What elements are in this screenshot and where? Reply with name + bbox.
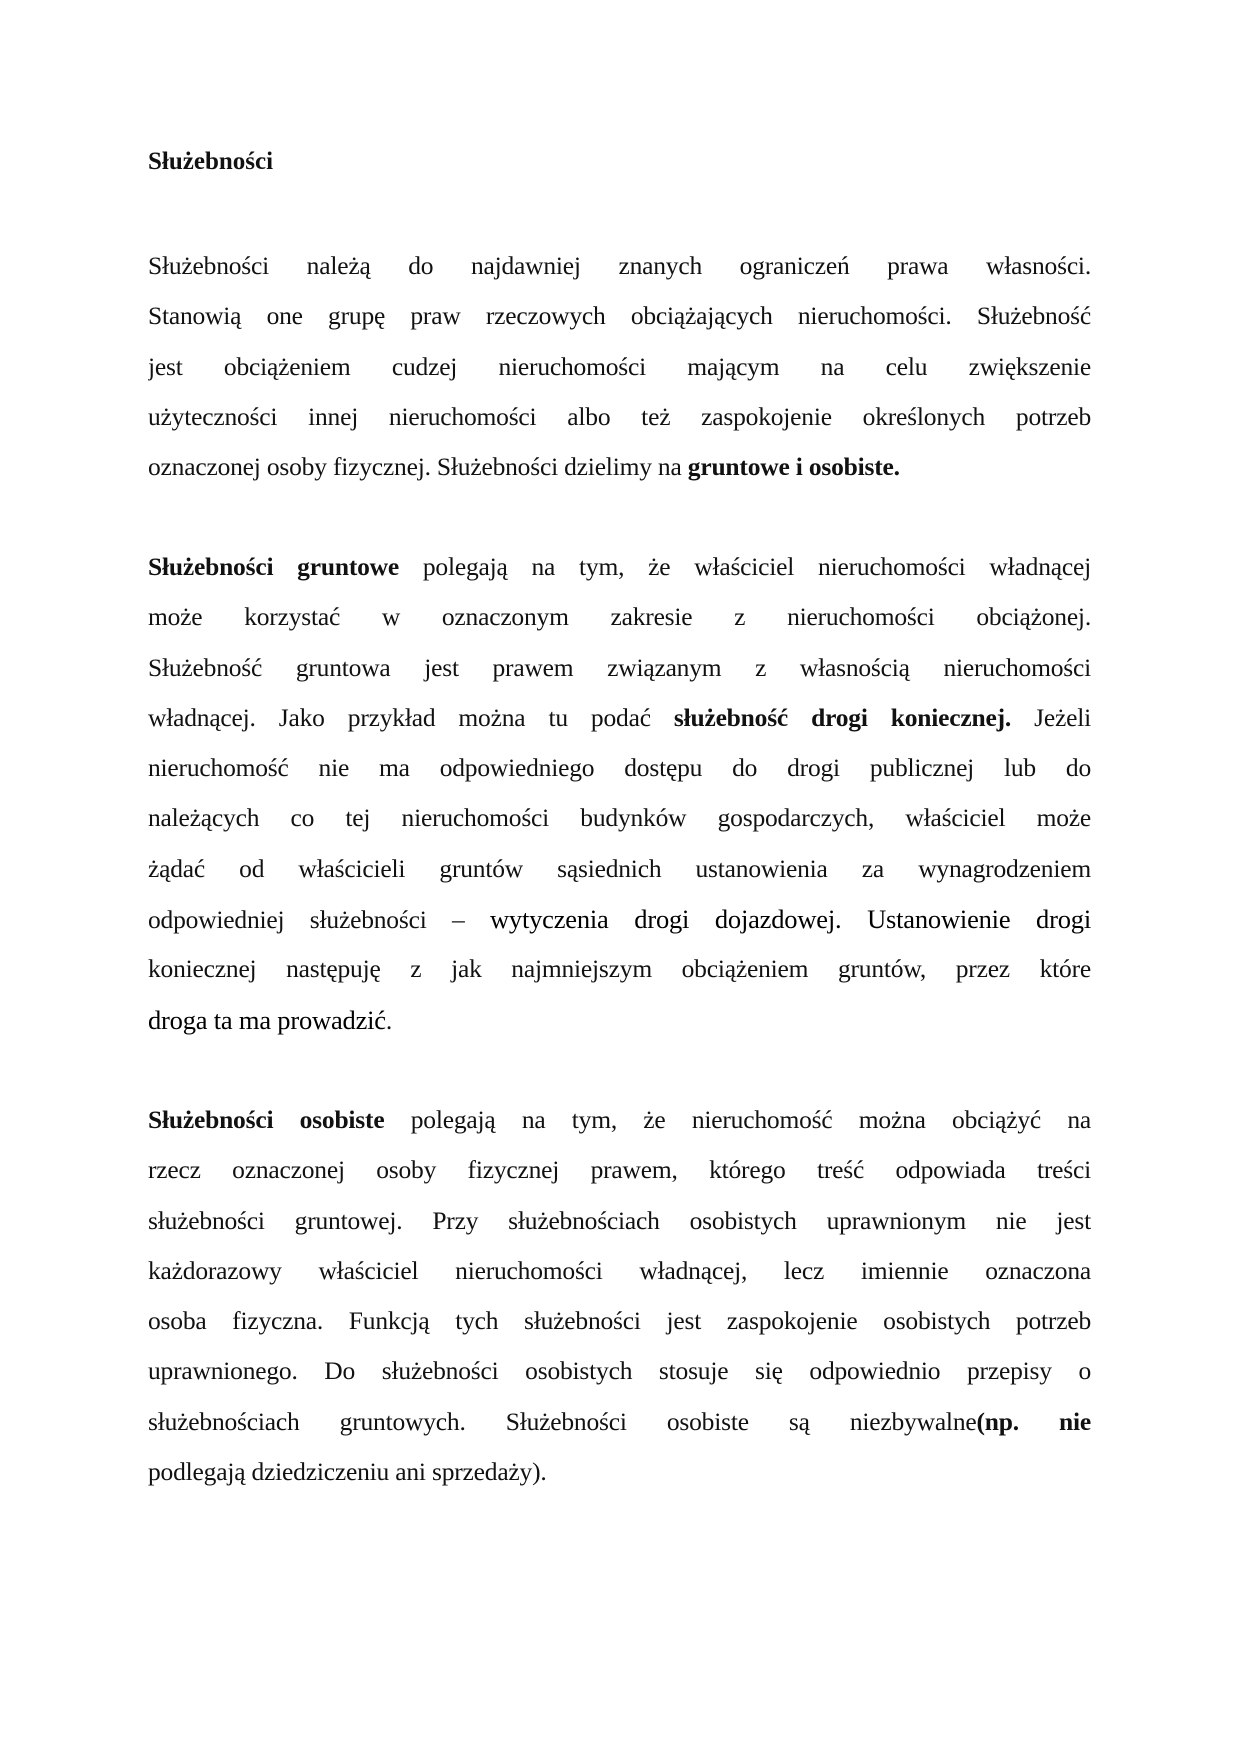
text-segment: każdorazowy właściciel nieruchomości władnącej, lecz imiennie oznaczona	[148, 1255, 1091, 1285]
text-segment: Służebności należą do najdawniej znanych ograniczeń prawa własności.	[148, 251, 1091, 280]
text-segment: osoba fizyczna. Funkcją tych służebności jest zaspokojenie osobistych potrzeb	[148, 1306, 1091, 1336]
text-line	[148, 844, 1091, 894]
text-segment: odpowiedniej służebności –	[148, 905, 490, 935]
text-line	[148, 693, 1091, 743]
text-segment: wytyczenia drogi dojazdowej. Ustanowienie drogi	[489, 904, 1091, 935]
text-segment: służebności gruntowej. Przy służebnościach osobistych uprawnionym nie jest	[148, 1205, 1091, 1235]
text-segment: Służebność gruntowa jest prawem związanym z własnością nieruchomości	[148, 652, 1091, 682]
text-line	[148, 1095, 1091, 1145]
text-segment: uprawnionego. Do służebności osobistych stosuje się odpowiednio przepisy o	[148, 1356, 1091, 1386]
bold-text-segment: gruntowe i osobiste.	[687, 452, 900, 482]
text-line	[148, 542, 1091, 592]
text-segment: może korzystać w oznaczonym zakresie z nieruchomości obciążonej.	[148, 602, 1091, 632]
text-segment: .	[385, 1005, 393, 1035]
text-line	[148, 392, 1091, 442]
bold-text-segment: (np. nie	[976, 1406, 1091, 1436]
text-line	[148, 1296, 1091, 1346]
document-title: Służebności	[148, 148, 274, 175]
paragraph-personal-easements	[148, 1095, 1091, 1497]
text-line	[148, 241, 1091, 291]
text-segment: Jeżeli	[1011, 702, 1091, 732]
text-segment: droga ta ma prowadzić	[148, 1004, 386, 1035]
text-line	[148, 1346, 1091, 1396]
text-segment: służebnościach gruntowych. Służebności osobiste są niezbywalne	[148, 1406, 977, 1436]
text-segment: jest obciążeniem cudzej nieruchomości mającym na celu zwiększenie	[148, 351, 1091, 381]
text-line	[148, 894, 1091, 944]
paragraph-intro	[148, 241, 1091, 492]
text-segment: oznaczonej osoby fizycznej. Służebności dzielimy na	[148, 452, 688, 482]
text-segment: podlegają dziedziczeniu ani sprzedaży).	[148, 1457, 547, 1487]
text-segment: należących co tej nieruchomości budynków gospodarczych, właściciel może	[148, 803, 1091, 833]
text-segment: Stanowią one grupę praw rzeczowych obciążających nieruchomości. Służebność	[148, 301, 1091, 331]
text-line	[148, 291, 1091, 341]
text-line	[148, 1246, 1091, 1296]
text-segment: użyteczności innej nieruchomości albo też zaspokojenie określonych potrzeb	[148, 401, 1091, 431]
text-line	[148, 1145, 1091, 1195]
bold-text-segment: służebność drogi koniecznej.	[673, 702, 1012, 732]
text-line	[148, 793, 1091, 843]
text-segment: polegają na tym, że nieruchomość można obciążyć na	[384, 1105, 1091, 1134]
text-segment: rzecz oznaczonej osoby fizycznej prawem, którego treść odpowiada treści	[148, 1155, 1091, 1185]
text-line	[148, 442, 1091, 492]
text-line	[148, 1196, 1091, 1246]
bold-text-segment: Służebności osobiste	[148, 1105, 385, 1134]
bold-text-segment: Służebności gruntowe	[148, 552, 399, 581]
text-segment: żądać od właścicieli gruntów sąsiednich ustanowienia za wynagrodzeniem	[148, 853, 1091, 883]
text-segment: nieruchomość nie ma odpowiedniego dostępu do drogi publicznej lub do	[148, 753, 1091, 783]
text-line	[148, 643, 1091, 693]
text-line	[148, 743, 1091, 793]
text-line	[148, 944, 1091, 994]
text-line	[148, 1447, 1091, 1497]
paragraph-land-easements	[148, 542, 1091, 1045]
text-segment: koniecznej następuję z jak najmniejszym obciążeniem gruntów, przez które	[148, 954, 1091, 984]
text-line	[148, 592, 1091, 642]
text-line	[148, 995, 1091, 1045]
text-line	[148, 1397, 1091, 1447]
text-segment: władnącej. Jako przykład można tu podać	[148, 702, 674, 732]
text-segment: polegają na tym, że właściciel nieruchomości władnącej	[399, 552, 1091, 581]
text-line	[148, 342, 1091, 392]
